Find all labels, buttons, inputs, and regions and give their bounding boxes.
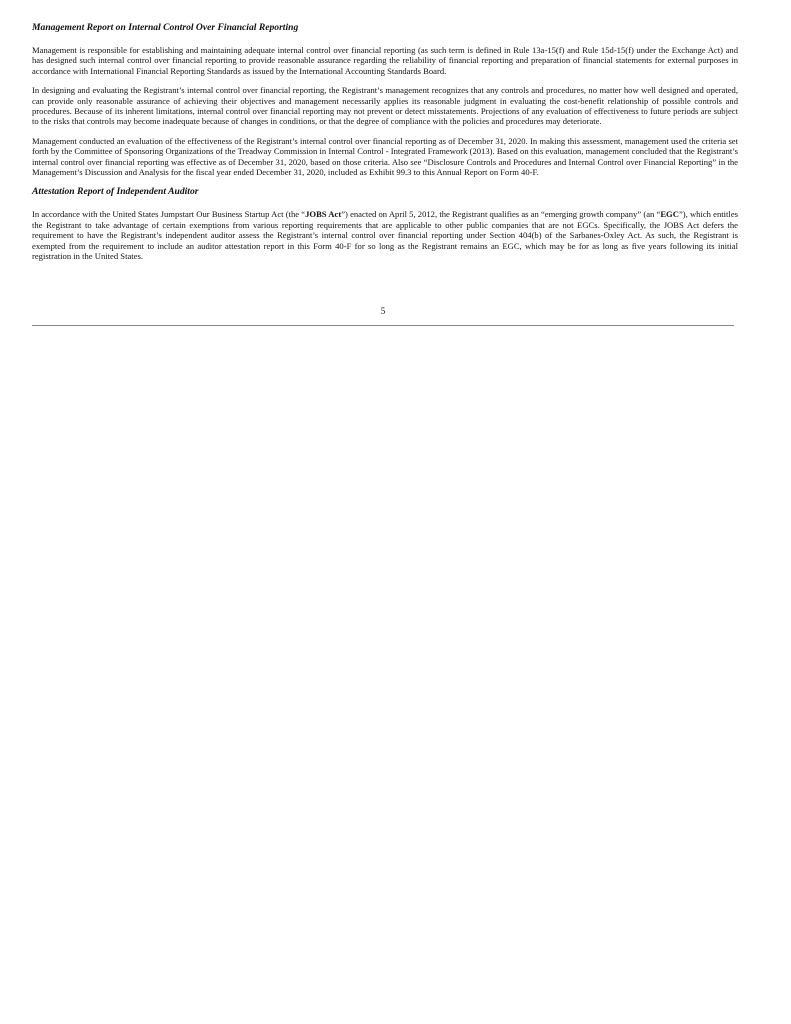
paragraph-jobs-act-egc bbox=[32, 209, 738, 261]
document-page bbox=[32, 22, 738, 271]
text-segment: In accordance with the United States Jumpstart Our Business Startup Act (the “ bbox=[32, 209, 306, 220]
paragraph-evaluation-conclusion: Management conducted an evaluation of the effectiveness of the Registrant’s internal control over financial reporting as of December 31, 2020. In making this assessment, management used the criteria set forth by the Committee of Sponsoring Organizations of the Treadway Commission in Internal Control - Integrated Framework (2013). Based on this evaluation, management concluded that the Registrant’s internal control over financial reporting was effective as of December 31, 2020, based on those criteria. Also see “Disclosure Controls and Procedures and Internal Control over Financial Reporting” in the Management’s Discussion and Analysis for the fiscal year ended December 31, 2020, included as Exhibit 99.3 to this Annual Report on Form 40-F. bbox=[32, 135, 738, 178]
paragraph-management-responsibility: Management is responsible for establishing and maintaining adequate internal control over financial reporting (as such term is defined in Rule 13a-15(f) and Rule 15d-15(f) under the Exchange Act) and has designed such internal control over financial reporting to provide reasonable assurance regarding the reliability of financial reporting and preparation of financial statements for external purposes in accordance with International Financial Reporting Standards as issued by the International Accounting Standards Board. bbox=[32, 45, 738, 76]
page-number: 5 bbox=[380, 306, 386, 316]
egc-term: EGC bbox=[660, 209, 679, 220]
text-segment: ”) enacted on April 5, 2012, the Registrant qualifies as an “emerging growth company” (an “ bbox=[341, 209, 661, 220]
section-heading-attestation-report: Attestation Report of Independent Auditor bbox=[32, 186, 199, 198]
page-divider bbox=[32, 325, 734, 326]
section-heading-management-report: Management Report on Internal Control Over Financial Reporting bbox=[32, 22, 299, 33]
text-segment: ”), which entitles the Registrant to take advantage of certain exemptions from various reporting requirements that are applicable to other public companies that are not EGCs. Specifically, the JOBS Act defers the requirement to have the Registrant’s independent auditor assess the Registrant’s internal control over financial reporting under Section 404(b) of the Sarbanes-Oxley Act. As such, the Registrant is exempted from the requirement to include an auditor attestation report in this Form 40-F for so long as the Registrant remains an EGC, which may be for as long as five years following its initial registration in the United States. bbox=[32, 209, 738, 262]
jobs-act-term: JOBS Act bbox=[305, 209, 342, 220]
paragraph-internal-control-limitations: In designing and evaluating the Registrant’s internal control over financial reporting, the Registrant’s management recognizes that any controls and procedures, no matter how well designed and operated, can provide only reasonable assurance of achieving their objectives and management necessarily applies its reasonable judgment in evaluating the cost-benefit relationship of possible controls and procedures. Because of its inherent limitations, internal control over financial reporting may not prevent or detect misstatements. Projections of any evaluation of effectiveness to future periods are subject to the risks that controls may become inadequate because of changes in conditions, or that the degree of compliance with the policies and procedures may deteriorate. bbox=[32, 85, 738, 127]
